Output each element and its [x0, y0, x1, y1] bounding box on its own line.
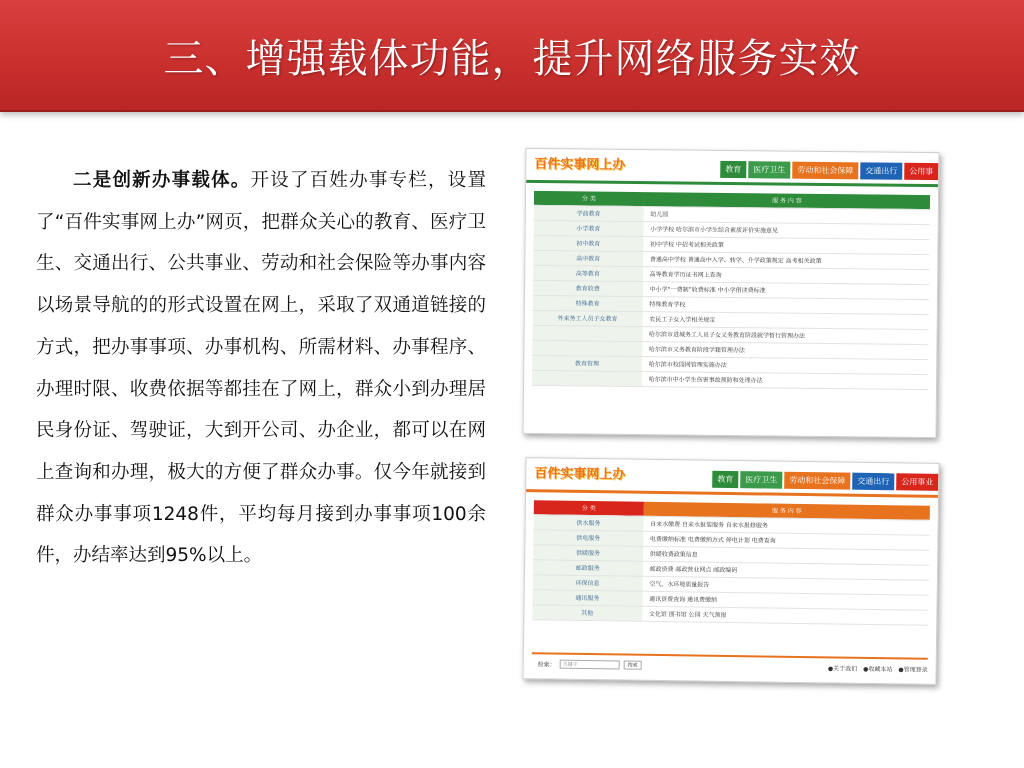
search-input: 关键字 [560, 659, 620, 669]
row-content: 高等教育学历证书网上查询 [643, 266, 929, 284]
site-tab: 教育 [712, 471, 738, 488]
row-category: 小学教育 [534, 220, 644, 236]
row-category: 邮政服务 [533, 559, 643, 576]
site-tab: 公用事业 [896, 473, 938, 491]
screenshot-header [526, 149, 938, 187]
site-logo: 百件实事网上办 [534, 156, 626, 173]
row-content: 通讯资费查询 通讯费缴纳 [643, 591, 929, 610]
row-category: 外来务工人员子女教育 [533, 310, 643, 326]
site-tab: 公用事 [904, 163, 938, 180]
row-category: 供水服务 [534, 514, 644, 531]
row-category: 教育管理 [532, 355, 642, 371]
row-content: 农民工子女入学相关规定 [643, 311, 929, 329]
row-content: 邮政资费 邮政营业网点 邮政编码 [643, 561, 929, 580]
row-content: 文化馆 图书馆 公园 天气预报 [642, 606, 928, 625]
row-category [532, 340, 642, 356]
row-content: 空气、水环境质量报告 [643, 576, 929, 595]
row-content: 幼儿园 [644, 206, 930, 224]
header-content: 服 务 内 容 [644, 192, 930, 209]
header-category: 分 类 [534, 500, 644, 516]
row-category: 初中教育 [533, 235, 643, 251]
search-button: 搜索 [624, 660, 642, 669]
site-logo: 百件实事网上办 [534, 466, 626, 483]
footer-link: ●收藏本站 [863, 665, 893, 673]
row-category: 高中教育 [533, 250, 643, 266]
footer-links [828, 663, 928, 673]
site-tab: 交通出行 [852, 473, 894, 491]
footer-link: ●关于我们 [827, 664, 858, 673]
title-bar [0, 0, 1024, 112]
row-category: 通讯服务 [533, 589, 643, 606]
table-row [532, 370, 928, 389]
row-content: 哈尔滨市进城务工人员子女义务教育阶段就学暂行管理办法 [642, 326, 928, 344]
body-paragraph [36, 160, 486, 577]
paragraph-lead: 二是创新办事载体。 [73, 170, 251, 191]
site-tabs [712, 471, 938, 491]
search-label: 检索： [537, 660, 556, 669]
header-category: 分 类 [534, 191, 644, 206]
site-tab: 交通出行 [860, 162, 902, 179]
row-category: 供电服务 [533, 529, 643, 546]
row-content: 初中学校 中招考试相关政策 [643, 236, 929, 254]
footer-link: ●管理登录 [898, 665, 928, 674]
row-category [532, 325, 642, 341]
site-tab: 教育 [720, 161, 746, 178]
site-tab: 医疗卫生 [748, 161, 790, 178]
row-content: 自来水缴费 自来水报装服务 自来水报修服务 [644, 516, 930, 535]
row-category [532, 370, 642, 386]
paragraph-body: 开设了百姓办事专栏，设置了“百件实事网上办”网页，把群众关心的教育、医疗卫生、交通出行、公共事业、劳动和社会保险等办事内容以场景导航的的形式设置在网上，采取了双通道链接的方式，把办事事项、办事机构、所需材料、办事程序、办理时限、收费依据等都挂在了网上，群众小到办理居民身份证、驾驶证，大到开公司、办企业，都可以在网上查询和办理，极大的方便了群众办事。仅今年就接到群众办事事项1248件，平均每月接到办事事项100余件，办结率达到95%以上。 [36, 170, 486, 567]
row-category: 特殊教育 [533, 295, 643, 311]
row-category: 供暖服务 [533, 544, 643, 561]
site-footer [532, 652, 928, 678]
row-category: 高等教育 [533, 265, 643, 281]
row-category: 其他 [532, 604, 642, 621]
website-screenshot-education [523, 148, 940, 438]
service-table [532, 500, 930, 625]
row-category: 环保信息 [533, 574, 643, 591]
slide-title: 三、增强载体功能，提升网络服务实效 [163, 35, 861, 82]
service-table [532, 191, 930, 390]
header-content: 服 务 内 容 [644, 502, 930, 520]
row-content: 哈尔滨市义务教育阶段学籍管理办法 [642, 341, 928, 359]
row-content: 小学学校 哈尔滨市小学生综合素质评价实施意见 [644, 221, 930, 239]
row-content: 中小学“一费制”收费标准 中小学借读费标准 [643, 281, 929, 299]
row-content: 特殊教育学校 [643, 296, 929, 314]
site-tab: 医疗卫生 [740, 471, 782, 489]
row-content: 哈尔滨市中小学生伤害事故预防和处理办法 [642, 371, 928, 389]
website-screenshot-public-utilities [522, 457, 939, 685]
site-tab: 劳动和社会保障 [784, 472, 850, 490]
screenshot-header [526, 458, 938, 498]
site-tab: 劳动和社会保障 [792, 162, 858, 180]
row-content: 哈尔滨市校园网管理实施办法 [642, 356, 928, 374]
row-content: 普通高中学校 普通高中入学、转学、升学政策规定 高考相关政策 [643, 251, 929, 269]
row-content: 电费缴纳标准 电费缴纳方式 停电计划 电费查询 [643, 531, 929, 550]
row-category: 学前教育 [534, 205, 644, 221]
site-tabs [720, 161, 938, 180]
row-content: 供暖收费政策信息 [643, 546, 929, 565]
row-category: 教育收费 [533, 280, 643, 296]
